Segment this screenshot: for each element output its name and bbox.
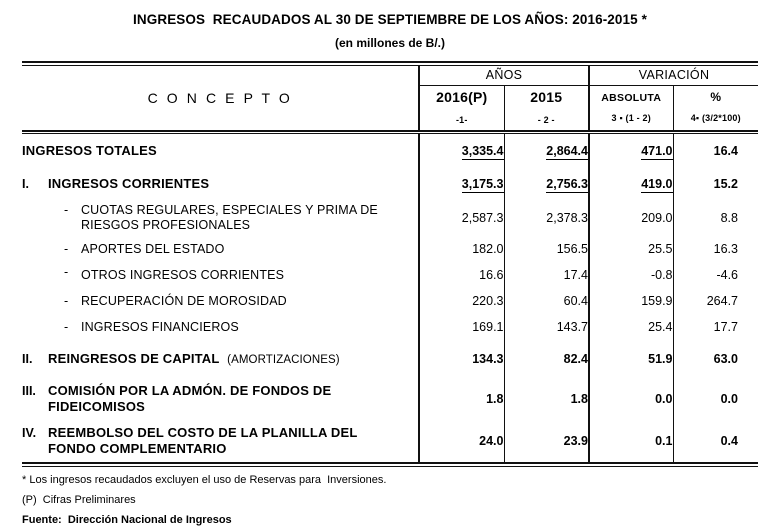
cell-2016: 182.0 (419, 236, 504, 262)
cell-porcentaje: 8.8 (673, 200, 758, 236)
cell-absoluta: 209.0 (589, 200, 673, 236)
row-bullet-dash: - (64, 203, 69, 218)
row-label (22, 425, 418, 456)
cell-absoluta: 419.0 (589, 167, 673, 200)
row-label-cell (22, 236, 419, 262)
row-numeral: II. (22, 351, 33, 366)
table-top-rule (22, 61, 758, 63)
cell-2015: 2,378.3 (504, 200, 589, 236)
cell-porcentaje: 0.0 (673, 378, 758, 420)
row-label (22, 264, 418, 283)
row-label-line1: COMISIÓN POR LA ADMÓN. DE FONDOS DE (48, 383, 332, 399)
header-2015-year: 2015 (530, 89, 563, 106)
row-label-text: OTROS INGRESOS CORRIENTES (81, 267, 285, 282)
cell-absoluta: 51.9 (589, 340, 673, 378)
row-label: INGRESOS TOTALES (22, 142, 157, 158)
cell-2015: 1.8 (504, 378, 589, 420)
cell-2016: 3,335.4 (419, 134, 504, 167)
row-label-text (48, 425, 358, 456)
row-label-cell (22, 314, 419, 340)
cell-porcentaje: 0.4 (673, 420, 758, 462)
row-label-text: INGRESOS FINANCIEROS (81, 319, 239, 334)
row-label (22, 351, 418, 368)
row-label-line1: REEMBOLSO DEL COSTO DE LA PLANILLA DEL (48, 425, 358, 441)
cell-absoluta: 25.4 (589, 314, 673, 340)
cell-2016: 2,587.3 (419, 200, 504, 236)
cell-2016: 24.0 (419, 420, 504, 462)
row-label-line2: RIESGOS PROFESIONALES (81, 218, 251, 233)
header-col-porcentaje (673, 85, 758, 130)
row-label-text: RECUPERACIÓN DE MOROSIDAD (81, 293, 287, 308)
financial-table-container (22, 61, 758, 467)
row-label-qualifier: (AMORTIZACIONES) (227, 353, 340, 366)
row-label (22, 383, 418, 414)
table-row (22, 262, 758, 288)
cell-porcentaje: 17.7 (673, 314, 758, 340)
footnote-asterisk: * Los ingresos recaudados excluyen el uso de Reservas para Inversiones. (22, 473, 387, 486)
table-header-bottom-rule (22, 130, 758, 132)
cell-absoluta: 159.9 (589, 288, 673, 314)
cell-absoluta: 0.1 (589, 420, 673, 462)
row-label (22, 176, 418, 192)
footnote-preliminary: (P) Cifras Preliminares (22, 493, 136, 506)
header-col-absoluta (589, 85, 673, 130)
cell-porcentaje: 264.7 (673, 288, 758, 314)
cell-2015: 2,756.3 (504, 167, 589, 200)
header-porcentaje-formula: 4▪ (3/2*100) (690, 113, 741, 124)
cell-2015: 82.4 (504, 340, 589, 378)
row-label-text (48, 383, 331, 414)
row-label-cell (22, 288, 419, 314)
cell-2016: 1.8 (419, 378, 504, 420)
document-subtitle: (en millones de B/.) (334, 35, 445, 50)
header-group-row (22, 66, 758, 86)
cell-2016: 169.1 (419, 314, 504, 340)
cell-2015: 156.5 (504, 236, 589, 262)
cell-porcentaje: 16.4 (673, 134, 758, 167)
table-row (22, 236, 758, 262)
row-label-cell (22, 262, 419, 288)
header-group-variacion: VARIACIÓN (589, 66, 758, 86)
cell-porcentaje: 16.3 (673, 236, 758, 262)
header-2016-year: 2016 (436, 89, 469, 106)
table-row (22, 314, 758, 340)
header-absoluta-formula: 3 ▪ (1 - 2) (611, 113, 651, 124)
cell-2016: 220.3 (419, 288, 504, 314)
cell-absoluta: -0.8 (589, 262, 673, 288)
footnote-source: Fuente: Dirección Nacional de Ingresos (22, 513, 232, 526)
table-row (22, 288, 758, 314)
row-bullet-dash: - (64, 319, 69, 334)
header-2015-number: - 2 - (537, 114, 555, 125)
cell-2015: 143.7 (504, 314, 589, 340)
row-label-cell (22, 420, 419, 462)
table-bottom-rule (22, 462, 758, 464)
header-2016-flag: (P) (468, 89, 488, 106)
header-group-anos: AÑOS (419, 66, 589, 86)
cell-2015: 2,864.4 (504, 134, 589, 167)
cell-2016: 16.6 (419, 262, 504, 288)
table-row (22, 378, 758, 420)
header-col-2016 (419, 85, 504, 130)
header-concept: C O N C E P T O (147, 89, 293, 106)
table-body (22, 134, 758, 462)
document-title: INGRESOS RECAUDADOS AL 30 DE SEPTIEMBRE DE LOS AÑOS: 2016-2015 * (133, 12, 647, 27)
row-label (22, 242, 418, 257)
row-label (22, 320, 418, 335)
cell-2016: 3,175.3 (419, 167, 504, 200)
cell-absoluta: 471.0 (589, 134, 673, 167)
row-bullet-dash: - (64, 264, 69, 279)
table-row (22, 340, 758, 378)
row-label-cell (22, 200, 419, 236)
cell-2015: 23.9 (504, 420, 589, 462)
row-label-cell (22, 134, 419, 167)
table-bottom-rule-secondary (22, 466, 758, 467)
row-label (22, 203, 418, 233)
cell-2015: 17.4 (504, 262, 589, 288)
cell-2016: 134.3 (419, 340, 504, 378)
cell-absoluta: 0.0 (589, 378, 673, 420)
row-label-line2: FONDO COMPLEMENTARIO (48, 441, 227, 457)
row-label-main: REINGRESOS DE CAPITAL (48, 350, 220, 366)
revenue-table-body (22, 134, 758, 462)
row-bullet-dash: - (64, 293, 69, 308)
cell-porcentaje: 15.2 (673, 167, 758, 200)
table-row (22, 420, 758, 462)
row-label (22, 294, 418, 309)
header-2016-number: -1- (455, 114, 468, 125)
row-label-line2: FIDEICOMISOS (48, 399, 146, 415)
row-numeral: IV. (22, 426, 37, 441)
header-porcentaje-title: % (710, 90, 722, 105)
footnotes (22, 475, 758, 526)
row-label-cell (22, 167, 419, 200)
header-absoluta-title: ABSOLUTA (601, 92, 662, 105)
cell-porcentaje: -4.6 (673, 262, 758, 288)
header-col-2015 (504, 85, 589, 130)
table-row (22, 200, 758, 236)
table-row (22, 167, 758, 200)
cell-2015: 60.4 (504, 288, 589, 314)
cell-absoluta: 25.5 (589, 236, 673, 262)
row-label-cell (22, 340, 419, 378)
revenue-table (22, 66, 758, 130)
cell-porcentaje: 63.0 (673, 340, 758, 378)
row-label-cell (22, 378, 419, 420)
table-row (22, 134, 758, 167)
row-numeral: I. (22, 176, 29, 191)
row-label-line1: CUOTAS REGULARES, ESPECIALES Y PRIMA DE (81, 203, 378, 218)
row-bullet-dash: - (64, 241, 69, 256)
row-label-text (48, 351, 340, 368)
table-head (22, 66, 758, 130)
row-label-text (81, 203, 378, 233)
row-label-text: APORTES DEL ESTADO (81, 241, 225, 256)
row-label-text: INGRESOS CORRIENTES (48, 175, 210, 191)
row-numeral: III. (22, 384, 36, 399)
